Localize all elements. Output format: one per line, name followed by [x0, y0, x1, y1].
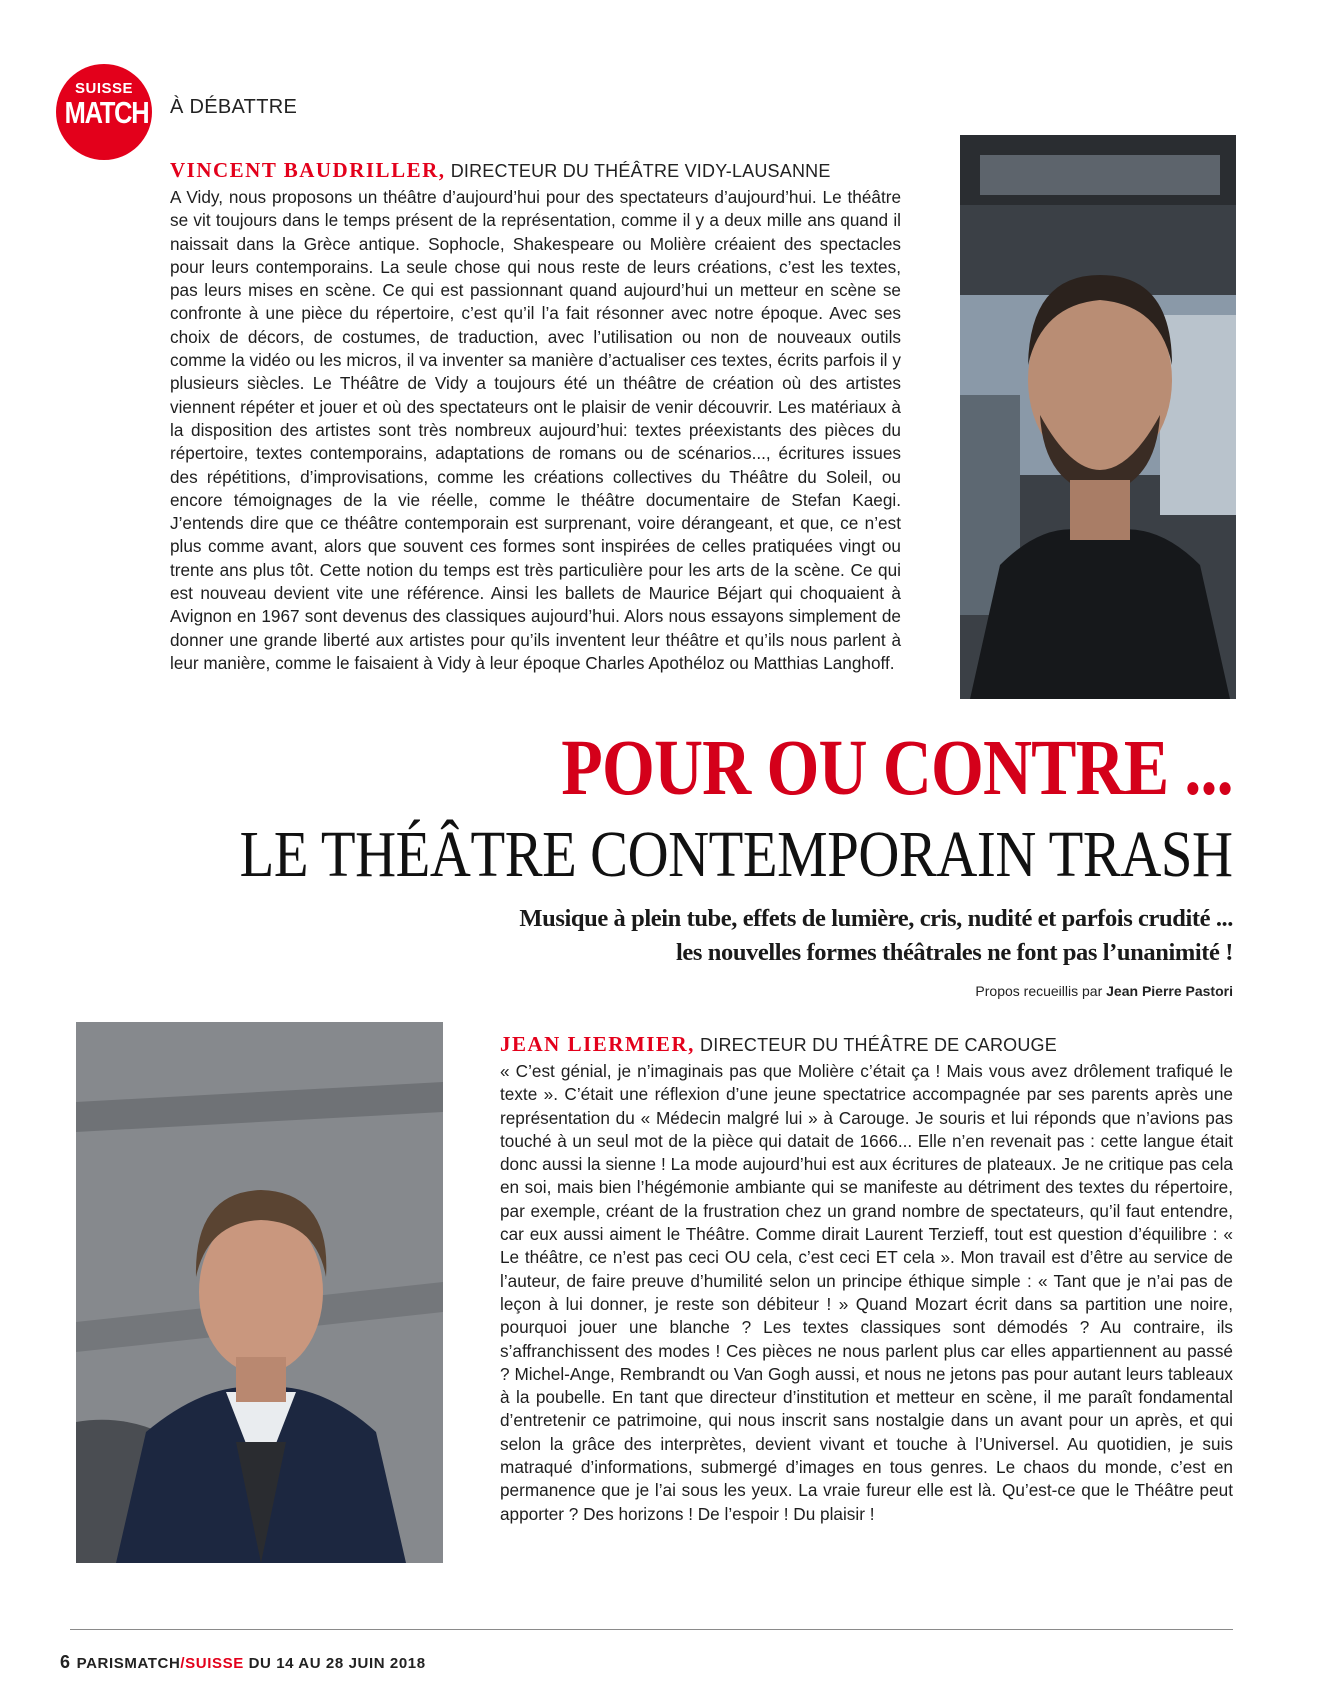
credit	[975, 983, 1233, 999]
section-label: À DÉBATTRE	[170, 96, 298, 118]
footer-rule	[70, 1629, 1233, 1630]
portrait-vincent-baudriller	[960, 135, 1236, 699]
article1-body: A Vidy, nous proposons un théâtre d’aujourd’hui pour des spectateurs d’aujourd’hui. Le théâtre se vit toujours dans le temps présent de la représentation, comme il y a deux mille ans quand il naissait dans la Grèce antique. Sophocle, Shakespeare ou Molière créaient des spectacles pour leurs contemporains. La seule chose qui nous reste de leurs créations, c’est les textes, pas leurs mises en scène. Ce qui est passionnant quand aujourd’hui un metteur en scène se confronte à une pièce du répertoire, c’est qu’il l’a fait résonner avec notre époque. Avec ses choix de décors, de costumes, de traduction, avec l’utilisation ou non de nouveaux outils comme la vidéo ou les micros, il va inventer sa manière d’actualiser ces textes, écrits parfois il y plusieurs siècles. Le Théâtre de Vidy a toujours été un théâtre de création où des artistes viennent répéter et jouer et où des spectateurs ont le plaisir de venir découvrir. Les matériaux à la disposition des artistes sont très nombreux aujourd’hui: textes préexistants des pièces du répertoire, textes contemporains, adaptations de romans ou de scénarios..., écritures issues des répétitions, d’improvisations, comme les créations collectives du Théâtre du Soleil, ou encore témoignages de la vie réelle, comme le théâtre documentaire de Stefan Kaegi. J’entends dire que ce théâtre contemporain est surprenant, voire dérangeant, et que, ce n’est plus comme avant, alors que souvent ces formes sont inspirées de celles pratiquées vingt ou trente ans plus tôt. Cette notion du temps est très particulière pour les arts de la scène. Ce qui est nouveau devient vite une référence. Ainsi les ballets de Maurice Béjart qui choquaient à Avignon en 1967 sont devenus des classiques aujourd’hui. Alors nous essayons simplement de donner une grande liberté aux artistes pour qu’ils inventent leur théâtre et qu’ils nous parlent à leur manière, comme le faisaient à Vidy à leur époque Charles Apothéloz ou Matthias Langhoff.	[170, 187, 901, 673]
deck-line-2: les nouvelles formes théâtrales ne font pas l’unanimité !	[676, 939, 1233, 966]
article1-role: DIRECTEUR DU THÉÂTRE VIDY-LAUSANNE	[445, 161, 831, 181]
logo-line-2: MATCH	[64, 95, 149, 130]
credit-prefix: Propos recueillis par	[975, 983, 1107, 999]
suisse-match-logo	[56, 64, 152, 160]
page-number: 6	[60, 1652, 71, 1672]
footer-date: DU 14 AU 28 JUIN 2018	[243, 1655, 426, 1672]
article2-role: DIRECTEUR DU THÉÂTRE DE CAROUGE	[694, 1035, 1057, 1055]
article2-body: « C’est génial, je n’imaginais pas que Molière c’était ça ! Mais vous avez drôlement trafiqué le texte ». C’était une réflexion d’une jeune spectatrice accompagnée par ses parents après une représentation du « Médecin malgré lui » à Carouge. Je souris et lui réponds que n’avions pas touché à un seul mot de la pièce qui datait de 1666... Elle n’en revenait pas : cette langue était donc aussi la sienne ! La mode aujourd’hui est aux écritures de plateaux. Je ne critique pas cela en soi, mais bien l’hégémonie ambiante qui se manifeste au détriment des textes du répertoire, par exemple, créant de la frustration chez un grand nombre de spectateurs, qu’il faut entendre, car eux aussi aiment le Théâtre. Comme dirait Laurent Terzieff, tout est question d’équilibre : « Le théâtre, ce n’est pas ceci OU cela, c’est ceci ET cela ». Mon travail est d’être au service de l’auteur, de faire preuve d’humilité selon un principe éthique simple : « Tant que je n’ai pas de leçon à lui donner, je reste son débiteur ! » Quand Mozart écrit dans sa partition une noire, pourquoi jouer une blanche ? Les textes classiques sont démodés ? Au contraire, ils s’affranchissent des modes ! Ces pièces ne nous parlent plus car elles appartiennent au passé ? Michel-Ange, Rembrandt ou Van Gogh aussi, et nous ne jetons pas pour autant leurs tableaux à la poubelle. En tant que directeur d’institution et metteur en scène, il me paraît fondamental d’entretenir ce patrimoine, qui nous inscrit sans nostalgie dans un avant pour un après, et qui selon la grâce des interprètes, devient vivant et touche à l’Universel. Au quotidien, je suis matraqué d’informations, submergé d’images en tous genres. Le chaos du monde, c’est en permanence que je l’ai sous les yeux. La vraie fureur elle est là. Qu’est-ce que le Théâtre peut apporter ? Des horizons ! De l’espoir ! Du plaisir !	[500, 1061, 1233, 1524]
article2-byline	[500, 1032, 1057, 1057]
credit-name: Jean Pierre Pastori	[1106, 983, 1233, 999]
headline-title: LE THÉÂTRE CONTEMPORAIN TRASH	[240, 818, 1233, 891]
logo-line-1: SUISSE	[74, 80, 134, 97]
article2-name: JEAN LIERMIER,	[500, 1032, 695, 1056]
deck-line-1: Musique à plein tube, effets de lumière, cris, nudité et parfois crudité ...	[519, 905, 1233, 932]
footer-suisse: /SUISSE	[180, 1655, 244, 1672]
article1-byline	[170, 158, 831, 183]
article1-name: VINCENT BAUDRILLER,	[170, 158, 446, 182]
headline-deck	[333, 902, 1233, 970]
footer-brand: PARISMATCH	[76, 1655, 181, 1672]
footer	[60, 1652, 426, 1673]
headline-kicker: POUR OU CONTRE ...	[561, 725, 1233, 812]
portrait-jean-liermier	[76, 1022, 443, 1563]
